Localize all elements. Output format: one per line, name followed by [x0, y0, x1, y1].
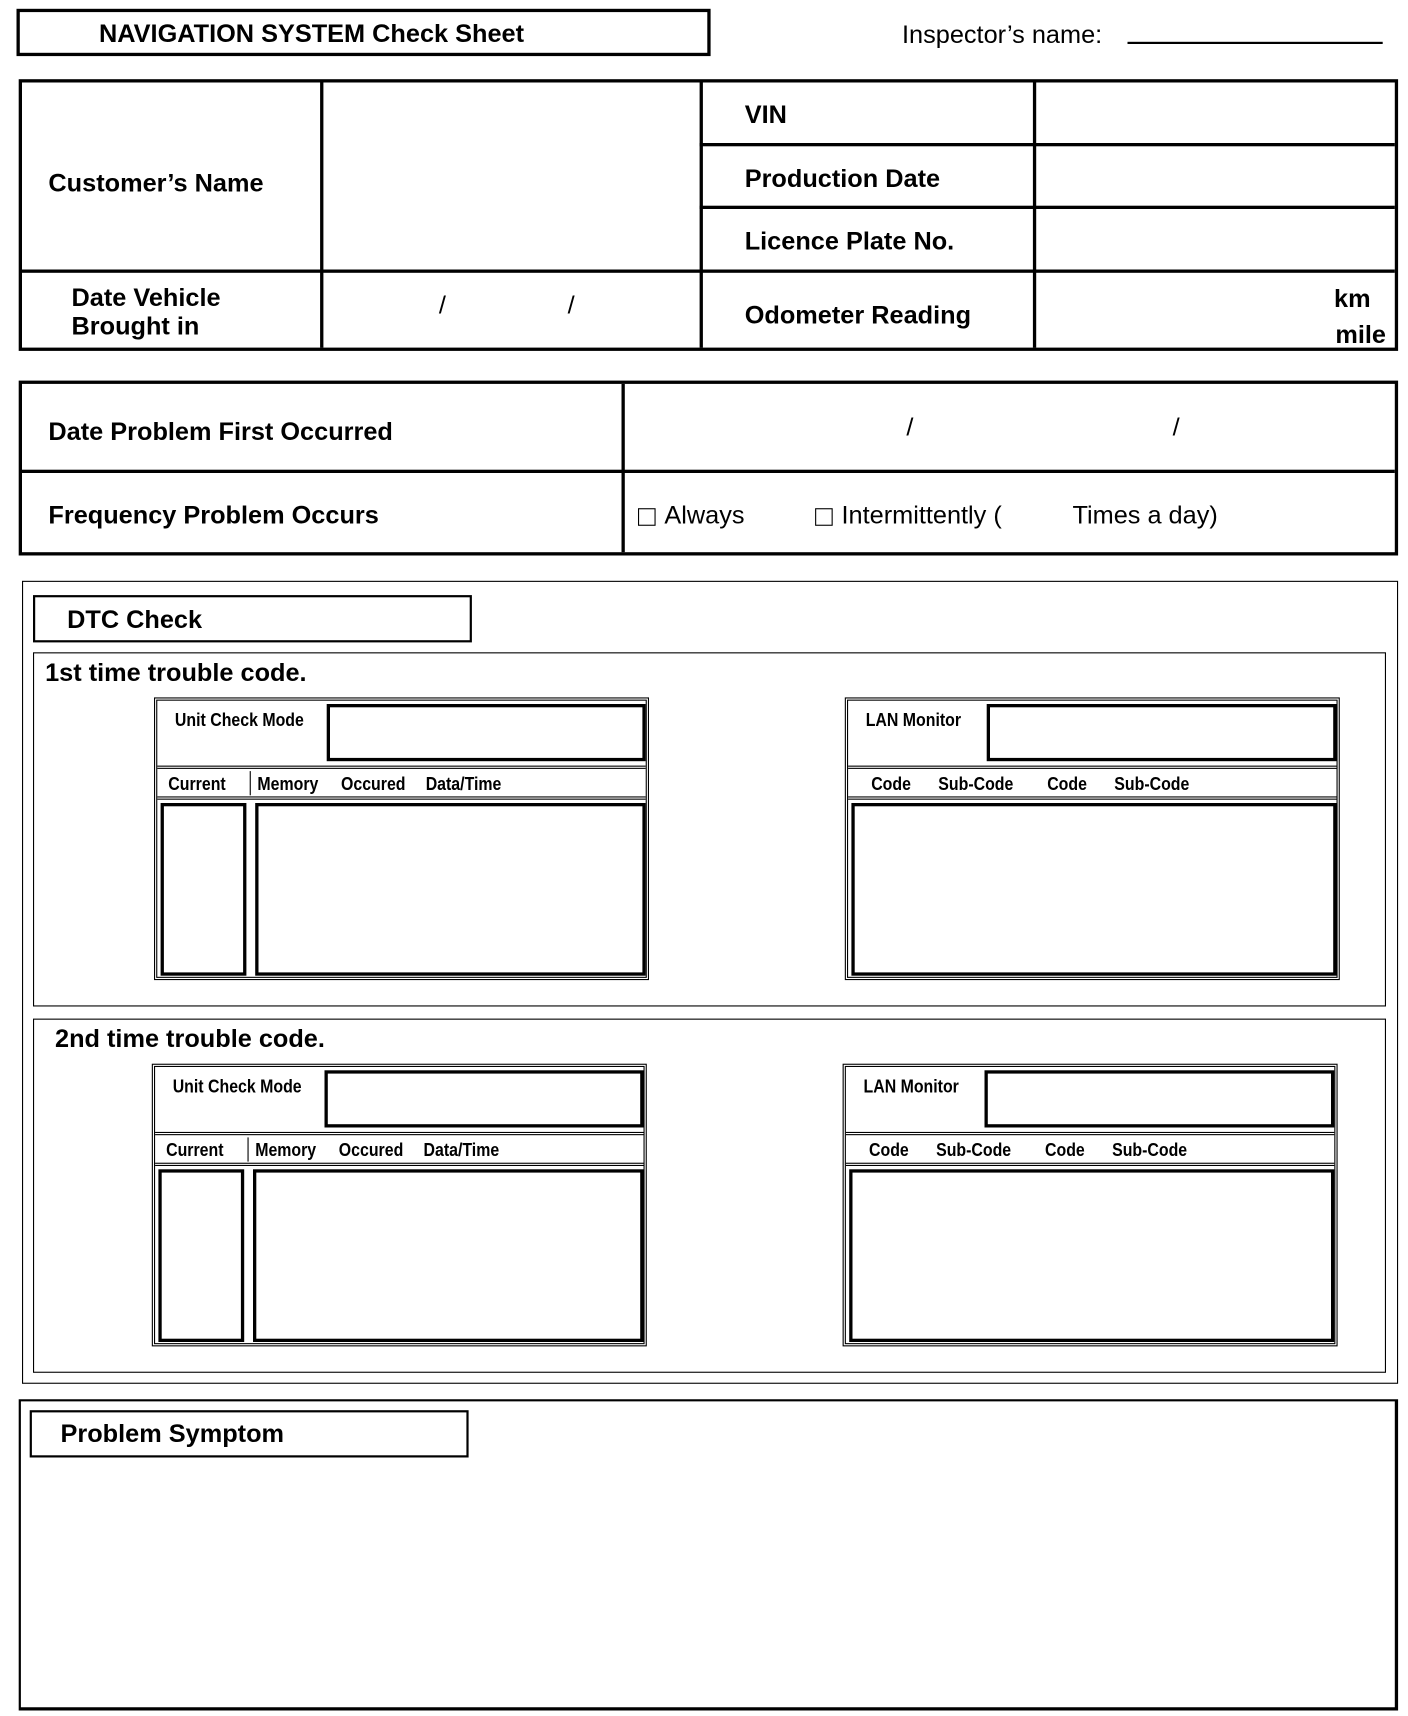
- date-brought-in-line2: Brought in: [71, 311, 200, 340]
- licence-plate-field[interactable]: [1037, 209, 1395, 270]
- date-brought-in-field[interactable]: [325, 273, 699, 348]
- always-checkbox[interactable]: [638, 508, 656, 526]
- col-data-time: Data/Time: [425, 773, 502, 795]
- col-sub-code: Sub-Code: [1114, 773, 1190, 795]
- memory-code-field[interactable]: [253, 1169, 644, 1342]
- dtc-check-title-box: [33, 595, 472, 642]
- page-title: NAVIGATION SYSTEM Check Sheet: [99, 18, 525, 48]
- date-brought-in-label: [72, 283, 221, 340]
- intermittently-label: Intermittently (: [841, 500, 1002, 530]
- col-code: Code: [1045, 1139, 1085, 1161]
- lan-monitor-label: LAN Monitor: [863, 1075, 959, 1097]
- vin-label: VIN: [744, 100, 787, 129]
- production-date-field[interactable]: [1037, 146, 1395, 205]
- unit-check-mode-label: Unit Check Mode: [174, 709, 304, 731]
- date-brought-in-line1: Date Vehicle: [71, 282, 221, 312]
- odometer-field[interactable]: [1037, 273, 1395, 348]
- col-memory: Memory: [255, 1139, 317, 1161]
- odometer-label: Odometer Reading: [744, 300, 972, 329]
- always-label: Always: [664, 500, 745, 530]
- licence-plate-label: Licence Plate No.: [744, 226, 955, 256]
- col-code: Code: [871, 773, 911, 795]
- col-occured: Occured: [338, 1139, 404, 1161]
- date-separator: /: [567, 290, 575, 319]
- memory-code-field[interactable]: [255, 803, 646, 976]
- col-current: Current: [166, 1139, 224, 1161]
- production-date-label: Production Date: [744, 163, 941, 193]
- intermittently-checkbox[interactable]: [815, 508, 833, 526]
- col-data-time: Data/Time: [423, 1139, 500, 1161]
- frequency-label: Frequency Problem Occurs: [48, 500, 379, 530]
- vin-field[interactable]: [1037, 83, 1395, 144]
- always-option[interactable]: [638, 501, 745, 531]
- vehicle-info-table: [19, 79, 1398, 351]
- col-current: Current: [168, 773, 226, 795]
- col-memory: Memory: [257, 773, 319, 795]
- unit-check-mode-panel: [152, 1064, 647, 1347]
- trouble-code-section-title: 1st time trouble code.: [45, 657, 307, 687]
- col-sub-code: Sub-Code: [1112, 1139, 1188, 1161]
- trouble-code-section-title: 2nd time trouble code.: [55, 1024, 325, 1053]
- dtc-check-title: DTC Check: [67, 605, 203, 634]
- mile-unit: mile: [1335, 320, 1386, 349]
- times-a-day-label: Times a day): [1072, 500, 1218, 530]
- current-code-field[interactable]: [158, 1169, 244, 1342]
- unit-check-mode-label: Unit Check Mode: [172, 1075, 302, 1097]
- unit-check-mode-field[interactable]: [327, 704, 646, 761]
- date-first-occurred-field[interactable]: [626, 384, 1395, 470]
- lan-code-field[interactable]: [851, 803, 1336, 976]
- lan-monitor-panel: [845, 697, 1340, 980]
- date-separator: /: [1172, 412, 1180, 442]
- problem-symptom-section: [19, 1399, 1398, 1710]
- lan-code-field[interactable]: [849, 1169, 1334, 1342]
- customer-name-field[interactable]: [325, 83, 699, 270]
- unit-check-mode-field[interactable]: [325, 1070, 644, 1127]
- current-code-field[interactable]: [161, 803, 247, 976]
- unit-check-mode-panel: [154, 697, 649, 980]
- lan-monitor-label: LAN Monitor: [865, 709, 962, 731]
- problem-occurrence-table: [19, 381, 1398, 556]
- problem-symptom-title: Problem Symptom: [60, 1419, 285, 1448]
- date-separator: /: [906, 412, 914, 442]
- inspector-name-field[interactable]: [1128, 42, 1383, 44]
- col-occured: Occured: [341, 773, 406, 795]
- inspector-label: Inspector’s name:: [902, 19, 1103, 49]
- problem-symptom-title-box: [30, 1410, 469, 1457]
- date-first-occurred-label: Date Problem First Occurred: [48, 416, 393, 446]
- lan-monitor-panel: [843, 1064, 1338, 1347]
- problem-symptom-field[interactable]: [30, 1467, 1383, 1698]
- lan-monitor-field[interactable]: [987, 704, 1337, 761]
- date-separator: /: [438, 290, 446, 319]
- customer-name-label: Customer’s Name: [48, 168, 264, 197]
- col-code: Code: [869, 1139, 909, 1161]
- intermittently-option[interactable]: [815, 501, 1002, 531]
- lan-monitor-field[interactable]: [985, 1070, 1335, 1127]
- col-sub-code: Sub-Code: [938, 773, 1014, 795]
- title-box: [17, 9, 711, 56]
- km-unit: km: [1334, 283, 1371, 313]
- col-sub-code: Sub-Code: [936, 1139, 1012, 1161]
- col-code: Code: [1047, 773, 1087, 795]
